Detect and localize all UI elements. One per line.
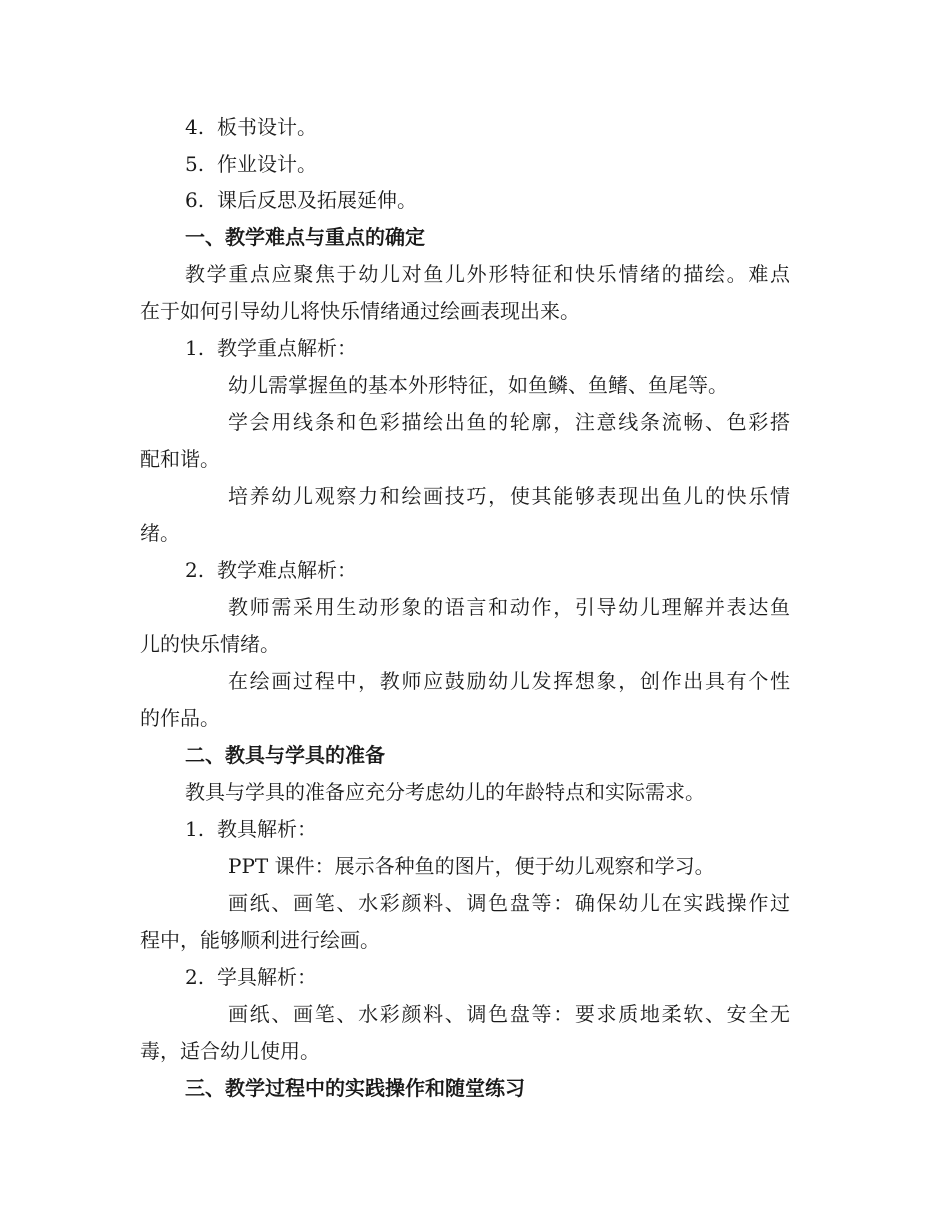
list-text: 教学重点解析： <box>217 336 357 360</box>
list-item <box>185 115 845 139</box>
paragraph-line: 程中，能够顺利进行绘画。 <box>140 928 380 952</box>
section-heading-3: 三、教学过程中的实践操作和随堂练习 <box>185 1076 525 1100</box>
list-number: 1. <box>185 817 205 841</box>
paragraph-line: PPT 课件：展示各种鱼的图片，便于幼儿观察和学习。 <box>228 854 715 878</box>
section-heading-2: 二、教具与学具的准备 <box>185 743 385 767</box>
sub-item <box>185 817 845 841</box>
list-number: 1. <box>185 336 205 360</box>
paragraph-line: 画纸、画笔、水彩颜料、调色盘等：确保幼儿在实践操作过 <box>228 891 790 915</box>
list-text: 课后反思及拓展延伸。 <box>217 188 417 212</box>
list-item <box>185 188 845 212</box>
list-number: 2. <box>185 965 205 989</box>
list-number: 6. <box>185 188 205 212</box>
paragraph-line: 教具与学具的准备应充分考虑幼儿的年龄特点和实际需求。 <box>185 780 705 804</box>
list-number: 4. <box>185 115 205 139</box>
paragraph-line: 在绘画过程中，教师应鼓励幼儿发挥想象，创作出具有个性 <box>228 669 790 693</box>
list-number: 5. <box>185 152 205 176</box>
paragraph-line: 的作品。 <box>140 706 220 730</box>
paragraph-line: 在于如何引导幼儿将快乐情绪通过绘画表现出来。 <box>140 299 580 323</box>
list-text: 作业设计。 <box>217 152 317 176</box>
list-number: 2. <box>185 558 205 582</box>
list-text: 教具解析： <box>217 817 317 841</box>
list-text: 学具解析： <box>217 965 317 989</box>
paragraph-line: 儿的快乐情绪。 <box>140 632 280 656</box>
section-heading-1: 一、教学难点与重点的确定 <box>185 225 425 249</box>
list-text: 教学难点解析： <box>217 558 357 582</box>
list-text: 板书设计。 <box>217 115 317 139</box>
sub-item <box>185 558 845 582</box>
sub-item <box>185 336 845 360</box>
paragraph-line: 绪。 <box>140 521 180 545</box>
paragraph-line: 培养幼儿观察力和绘画技巧，使其能够表现出鱼儿的快乐情 <box>228 484 790 508</box>
paragraph-line: 画纸、画笔、水彩颜料、调色盘等：要求质地柔软、安全无 <box>228 1002 790 1026</box>
paragraph-line: 幼儿需掌握鱼的基本外形特征，如鱼鳞、鱼鳍、鱼尾等。 <box>228 373 728 397</box>
paragraph-line: 配和谐。 <box>140 447 220 471</box>
paragraph-line: 毒，适合幼儿使用。 <box>140 1039 320 1063</box>
paragraph-line: 教师需采用生动形象的语言和动作，引导幼儿理解并表达鱼 <box>228 595 790 619</box>
paragraph-line: 教学重点应聚焦于幼儿对鱼儿外形特征和快乐情绪的描绘。难点 <box>185 262 790 286</box>
list-item <box>185 152 845 176</box>
paragraph-line: 学会用线条和色彩描绘出鱼的轮廓，注意线条流畅、色彩搭 <box>228 410 790 434</box>
sub-item <box>185 965 845 989</box>
